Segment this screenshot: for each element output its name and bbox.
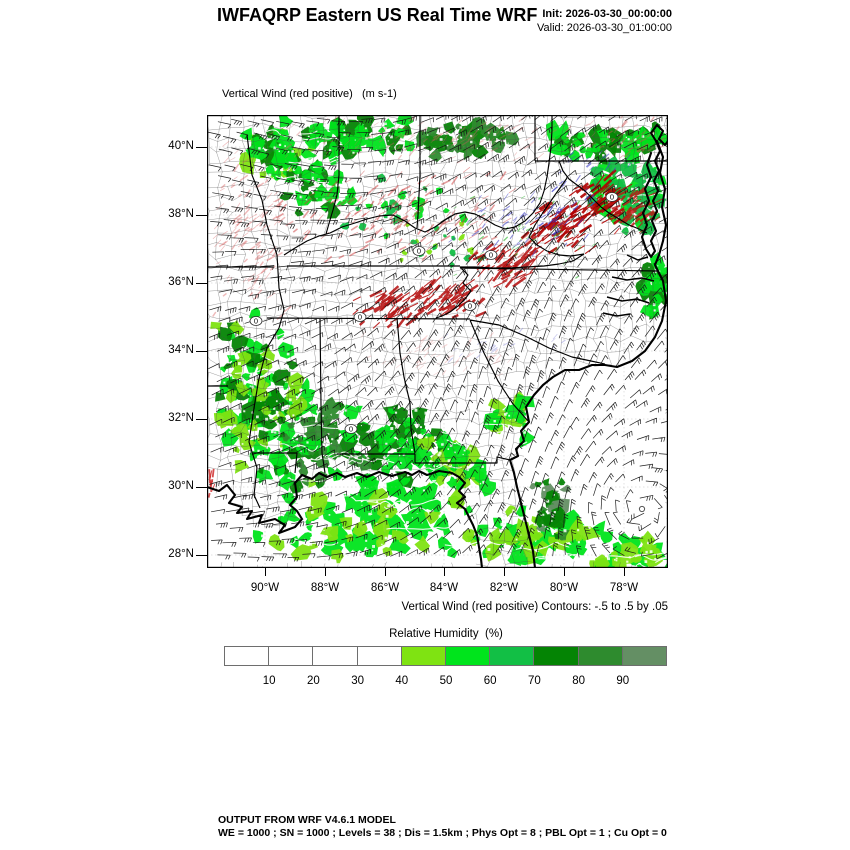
colorbar-cell: [224, 646, 269, 666]
colorbar-tick-label: 60: [483, 675, 497, 687]
colorbar-tick-label: 90: [616, 675, 630, 687]
lon-tick-mark: [265, 568, 266, 576]
colorbar-cell: [445, 646, 490, 666]
colorbar: [225, 646, 667, 666]
model-footer: [218, 814, 667, 840]
map-panel: [207, 115, 668, 568]
lat-tick-label: 38°N: [168, 208, 194, 220]
lat-tick-mark: [196, 283, 207, 284]
footer-config-line: WE = 1000 ; SN = 1000 ; Levels = 38 ; Dis = 1.5km ; Phys Opt = 8 ; PBL Opt = 1 ; Cu Opt = 0: [218, 827, 667, 839]
zero-label-text: 0: [357, 312, 363, 322]
colorbar-tick-label: 40: [395, 675, 409, 687]
lon-tick-mark: [564, 568, 565, 576]
lon-tick-label: 80°W: [549, 582, 579, 594]
lon-tick-mark: [325, 568, 326, 576]
colorbar-cell: [312, 646, 357, 666]
lon-tick-label: 90°W: [250, 582, 280, 594]
colorbar-cell: [401, 646, 446, 666]
colorbar-cell: [268, 646, 313, 666]
lat-tick-label: 28°N: [168, 548, 194, 560]
lon-tick-mark: [504, 568, 505, 576]
legend-vertical-wind: Vertical Wind (red positive) (m s-1): [222, 88, 397, 100]
colorbar-cell: [357, 646, 402, 666]
colorbar-tick-label: 80: [572, 675, 585, 687]
lat-tick-label: 36°N: [168, 276, 194, 288]
colorbar-cell: [489, 646, 534, 666]
init-time-label: Init: 2026-03-30_00:00:00: [542, 8, 672, 20]
colorbar-tick-label: 20: [306, 675, 320, 687]
lat-tick-label: 40°N: [168, 140, 194, 152]
zero-label-text: 0: [253, 316, 259, 326]
lat-tick-mark: [196, 419, 207, 420]
colorbar-tick-label: 50: [439, 675, 453, 687]
colorbar-tick-label: 70: [527, 675, 541, 687]
contour-caption: Vertical Wind (red positive) Contours: -.5 to .5 by .05: [401, 601, 668, 613]
colorbar-tick-labels: [225, 675, 667, 691]
valid-time-label: Valid: 2026-03-30_01:00:00: [537, 22, 672, 34]
zero-label-text: 0: [348, 424, 354, 434]
lon-tick-label: 86°W: [370, 582, 400, 594]
zero-label-text: 0: [467, 301, 473, 311]
circulation-center-icon: [639, 506, 644, 511]
colorbar-cell: [622, 646, 667, 666]
lat-tick-mark: [196, 487, 207, 488]
colorbar-tick-label: 30: [351, 675, 364, 687]
lat-tick-mark: [196, 215, 207, 216]
zero-label-text: 0: [416, 246, 422, 256]
lon-tick-mark: [385, 568, 386, 576]
lon-tick-mark: [444, 568, 445, 576]
lat-tick-mark: [196, 147, 207, 148]
lat-tick-label: 32°N: [168, 412, 194, 424]
lon-tick-mark: [624, 568, 625, 576]
lat-tick-mark: [196, 351, 207, 352]
zero-label-text: 0: [488, 250, 494, 260]
colorbar-cell: [578, 646, 623, 666]
footer-model-line: OUTPUT FROM WRF V4.6.1 MODEL: [218, 814, 396, 826]
lon-tick-label: 88°W: [310, 582, 340, 594]
lon-tick-label: 78°W: [609, 582, 639, 594]
zero-label-text: 0: [609, 192, 615, 202]
colorbar-title: Relative Humidity (%): [389, 628, 503, 640]
colorbar-tick-label: 10: [262, 675, 276, 687]
lon-tick-label: 82°W: [489, 582, 519, 594]
colorbar-cell: [533, 646, 578, 666]
page-title: IWFAQRP Eastern US Real Time WRF: [217, 5, 538, 25]
lon-tick-label: 84°W: [429, 582, 459, 594]
wrf-map: [207, 115, 668, 568]
lat-tick-label: 30°N: [168, 480, 194, 492]
lat-tick-mark: [196, 555, 207, 556]
lat-tick-label: 34°N: [168, 344, 194, 356]
